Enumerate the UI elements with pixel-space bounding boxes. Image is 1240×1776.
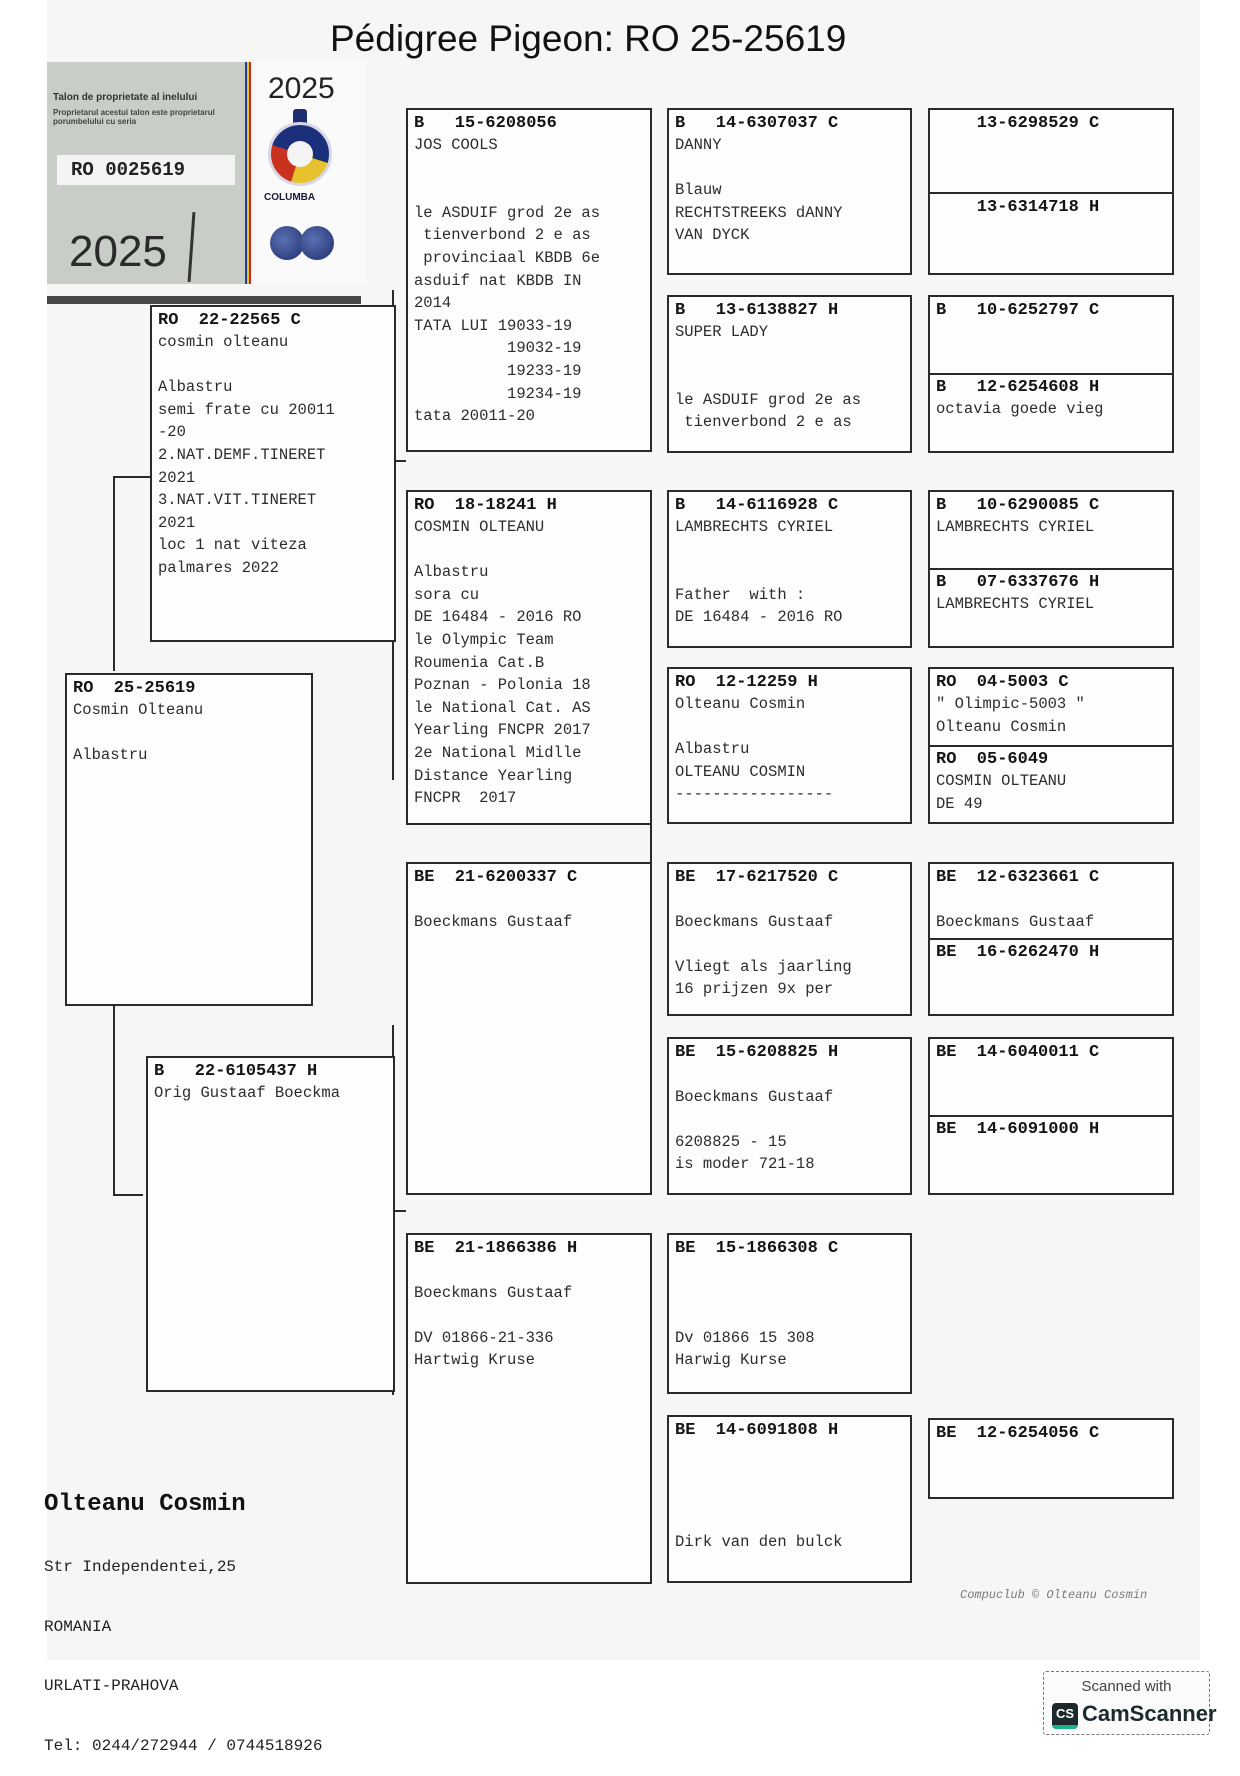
pedigree-entry[interactable] (936, 750, 1166, 815)
pigeon-notes (414, 888, 644, 933)
pedigree-entry[interactable] (936, 1424, 1166, 1444)
note-line (675, 1486, 904, 1509)
pigeon-notes (936, 888, 1166, 933)
pedigree-box-pair (928, 295, 1174, 453)
tricolor-stripe (245, 62, 251, 284)
pigeon-notes (414, 1259, 644, 1372)
box-divider (930, 745, 1172, 747)
pedigree-entry[interactable] (936, 114, 1166, 134)
note-line: DE 49 (936, 794, 983, 813)
note-line: VAN DYCK (675, 226, 750, 245)
note-line: 2e National Midlle (414, 743, 582, 762)
box-divider (930, 192, 1172, 194)
note-line: Harwig Kurse (675, 1351, 787, 1370)
note-line: LAMBRECHTS CYRIEL (936, 595, 1095, 613)
note-line: RECHTSTREEKS dANNY (675, 203, 843, 222)
pedigree-box-sire[interactable] (150, 305, 396, 642)
note-line (675, 1304, 904, 1327)
pedigree-box-great-grandparent[interactable] (667, 1037, 912, 1195)
note-line: Blauw (675, 181, 722, 200)
note-line: le ASDUIF grod 2e as (414, 203, 601, 222)
note-line: 16 prijzen 9x per (675, 980, 834, 999)
note-line (675, 539, 904, 562)
note-line (414, 157, 644, 180)
breeder-phone: Tel: 0244/272944 / 0744518926 (44, 1736, 323, 1755)
note-line: -20 (158, 423, 186, 442)
note-line: COSMIN OLTEANU (936, 772, 1067, 790)
breeder-address-line: Str Independentei,25 (44, 1558, 237, 1576)
pedigree-box-pair (928, 862, 1174, 1016)
note-line: DE 16484 - 2016 RO (414, 608, 582, 627)
ring-number: B 22-6105437 H (154, 1062, 318, 1081)
note-line: Olteanu Cosmin (675, 695, 806, 713)
pedigree-entry[interactable] (936, 673, 1166, 738)
pedigree-box-grandparent[interactable] (406, 490, 652, 825)
connector-line (113, 476, 151, 478)
ring-number: B 12-6254608 H (936, 378, 1100, 397)
note-line: Boeckmans Gustaaf (414, 1283, 573, 1302)
ring-number: B 14-6307037 C (675, 114, 839, 133)
note-line: Dv 01866 15 308 (675, 1328, 815, 1347)
pigeon-notes (675, 1441, 904, 1554)
note-line: Poznan - Polonia 18 (414, 676, 591, 695)
connector-line (113, 1000, 115, 1196)
note-line: FNCPR 2017 (414, 789, 517, 808)
note-line: DE 16484 - 2016 RO (675, 608, 843, 627)
pedigree-box-pair (928, 490, 1174, 648)
note-line: semi frate cu 20011 (158, 400, 335, 419)
pigeon-notes (936, 693, 1166, 738)
note-line: octavia goede vieg (936, 400, 1104, 418)
note-line: Father with : (675, 585, 806, 604)
pigeon-notes (936, 398, 1166, 421)
note-line (73, 722, 305, 745)
note-line: Olteanu Cosmin (936, 717, 1067, 736)
pigeon-notes (73, 699, 305, 767)
pigeon-notes (154, 1082, 387, 1105)
pedigree-entry[interactable] (936, 496, 1166, 539)
pedigree-box-great-grandparent[interactable] (667, 108, 912, 275)
box-divider (930, 373, 1172, 375)
pedigree-entry[interactable] (936, 573, 1166, 616)
pedigree-box-pair (928, 108, 1174, 275)
pigeon-notes (936, 770, 1166, 815)
note-line: loc 1 nat viteza (158, 536, 307, 555)
box-divider (930, 568, 1172, 570)
note-line: 19234-19 (414, 384, 582, 403)
note-line (675, 344, 904, 367)
note-line: 6208825 - 15 (675, 1132, 787, 1151)
note-line: Cosmin Olteanu (73, 701, 204, 719)
note-line: 2021 (158, 468, 196, 487)
note-line (675, 1509, 904, 1532)
note-line: LAMBRECHTS CYRIEL (675, 518, 834, 536)
talon-ring-number: RO 0025619 (57, 155, 235, 185)
pigeon-notes (675, 1063, 904, 1176)
ring-number: B 15-6208056 (414, 114, 557, 133)
ring-number: BE 12-6323661 C (936, 868, 1100, 887)
note-line (675, 1108, 904, 1131)
note-line (675, 888, 904, 911)
camscanner-watermark (1043, 1671, 1217, 1735)
talon-subtext: Proprietarul acestui talon este proprietarul porumbelului cu seria (53, 108, 215, 126)
note-line: 2014 (414, 294, 452, 313)
note-line: 3.NAT.VIT.TINERET (158, 491, 317, 510)
ring-number: BE 17-6217520 C (675, 868, 839, 887)
ring-number: 13-6314718 H (936, 198, 1100, 217)
ring-number: BE 15-1866308 C (675, 1239, 839, 1258)
note-line: TATA LUI 19033-19 (414, 316, 573, 335)
note-line: tata 20011-20 (414, 407, 535, 426)
note-line (675, 1464, 904, 1487)
crown-icon (293, 109, 307, 123)
note-line (675, 561, 904, 584)
logo-year: 2025 (268, 72, 335, 105)
pedigree-box-great-grandparent[interactable] (667, 862, 912, 1016)
signature-mark (188, 212, 196, 282)
note-line: " Olimpic-5003 " (936, 695, 1085, 713)
pigeon-notes (675, 134, 904, 247)
connector-line (113, 1194, 143, 1196)
note-line: COSMIN OLTEANU (414, 518, 545, 536)
pedigree-box-great-grandparent[interactable] (667, 1415, 912, 1583)
pigeon-notes (414, 134, 644, 428)
columba-emblem-icon (268, 122, 332, 186)
note-line (675, 1063, 904, 1086)
divider-bar (47, 296, 361, 304)
note-line: Boeckmans Gustaaf (675, 912, 834, 931)
note-line: 2021 (158, 513, 196, 532)
note-line: OLTEANU COSMIN (675, 762, 806, 781)
note-line: asduif nat KBDB IN (414, 271, 582, 290)
software-credit: Compuclub © Olteanu Cosmin (960, 1588, 1148, 1602)
note-line: Vliegt als jaarling (675, 957, 852, 976)
pedigree-box-great-grandparent[interactable] (667, 1233, 912, 1394)
breeder-address-line: ROMANIA (44, 1617, 112, 1636)
camscanner-brand: CamScanner (1082, 1701, 1217, 1726)
note-line: is moder 721-18 (675, 1155, 815, 1174)
pedigree-entry[interactable] (936, 301, 1166, 321)
note-line: tienverbond 2 e as (414, 226, 591, 245)
note-line (675, 1441, 904, 1464)
breeder-info (44, 1454, 322, 1776)
note-line: sora cu (414, 585, 480, 604)
pedigree-box-grandparent[interactable] (406, 108, 652, 452)
note-line (414, 888, 644, 911)
pedigree-box-great-grandparent[interactable] (667, 295, 912, 453)
note-line: Orig Gustaaf Boeckma (154, 1084, 341, 1102)
pigeon-notes (675, 693, 904, 806)
note-line: Albastru (73, 746, 148, 765)
scanned-with-label: Scanned with (1081, 1678, 1172, 1695)
pigeon-notes (936, 516, 1166, 539)
pigeon-notes (158, 331, 388, 580)
federation-logo-icon (270, 220, 336, 260)
pigeon-notes (675, 321, 904, 434)
pigeon-notes (675, 516, 904, 629)
ring-number: RO 25-25619 (73, 679, 196, 698)
note-line (675, 157, 904, 180)
note-line: 19233-19 (414, 361, 582, 380)
ring-number: BE 12-6254056 C (936, 1424, 1100, 1443)
note-line: Distance Yearling (414, 766, 573, 785)
breeder-name: Olteanu Cosmin (44, 1491, 246, 1518)
pedigree-box-dam[interactable] (146, 1056, 395, 1392)
note-line: provinciaal KBDB 6e (414, 248, 601, 267)
note-line (675, 716, 904, 739)
note-line: LAMBRECHTS CYRIEL (936, 518, 1095, 536)
note-line: Boeckmans Gustaaf (936, 912, 1095, 931)
note-line (414, 1259, 644, 1282)
note-line (158, 354, 388, 377)
note-line: Boeckmans Gustaaf (414, 912, 573, 931)
note-line: SUPER LADY (675, 323, 769, 341)
ring-number: B 14-6116928 C (675, 496, 839, 515)
note-line: Albastru (675, 740, 750, 759)
pedigree-box-pair (928, 667, 1174, 824)
pedigree-box-great-grandparent[interactable] (667, 490, 912, 648)
note-line: Roumenia Cat.B (414, 653, 545, 672)
pigeon-notes (936, 593, 1166, 616)
note-line (675, 1282, 904, 1305)
pedigree-entry[interactable] (936, 1120, 1166, 1140)
ring-number: RO 22-22565 C (158, 311, 301, 330)
pedigree-box-single[interactable] (928, 1418, 1174, 1499)
note-line (675, 366, 904, 389)
note-line (675, 933, 904, 956)
note-line: Dirk van den bulck (675, 1533, 843, 1552)
note-line: Yearling FNCPR 2017 (414, 721, 591, 740)
ownership-talon (47, 62, 249, 284)
box-divider (930, 938, 1172, 940)
note-line: tienverbond 2 e as (675, 413, 852, 432)
note-line (936, 888, 1166, 911)
talon-heading: Talon de proprietate al inelului (53, 92, 198, 103)
note-line: Albastru (158, 378, 233, 397)
ring-number: BE 14-6091000 H (936, 1120, 1100, 1139)
note-line: le ASDUIF grod 2e as (675, 390, 862, 409)
ring-number: BE 21-1866386 H (414, 1239, 578, 1258)
note-line: cosmin olteanu (158, 333, 289, 351)
note-line: Hartwig Kruse (414, 1351, 535, 1370)
talon-year: 2025 (69, 227, 167, 276)
camscanner-logo-icon: CS (1052, 1703, 1078, 1729)
note-line: 19032-19 (414, 339, 582, 358)
ring-number: RO 12-12259 H (675, 673, 818, 692)
ring-number: RO 04-5003 C (936, 673, 1069, 692)
box-divider (930, 1115, 1172, 1117)
ring-number: BE 14-6040011 C (936, 1043, 1100, 1062)
pedigree-box-grandparent[interactable] (406, 862, 652, 1195)
note-line: Albastru (414, 563, 489, 582)
note-line (414, 539, 644, 562)
ring-number: BE 21-6200337 C (414, 868, 578, 887)
pedigree-box-great-grandparent[interactable] (667, 667, 912, 824)
ring-number: BE 14-6091808 H (675, 1421, 839, 1440)
ring-number: B 10-6252797 C (936, 301, 1100, 320)
note-line: palmares 2022 (158, 558, 279, 577)
ring-number: B 13-6138827 H (675, 301, 839, 320)
pigeon-notes (414, 516, 644, 810)
pigeon-notes (675, 888, 904, 1001)
note-line: DANNY (675, 136, 722, 154)
note-line: le Olympic Team (414, 630, 554, 649)
columba-label: COLUMBA (264, 192, 316, 203)
pedigree-box-grandparent[interactable] (406, 1233, 652, 1584)
pedigree-box-subject[interactable] (65, 673, 313, 1006)
note-line (414, 179, 644, 202)
note-line: DV 01866-21-336 (414, 1328, 554, 1347)
note-line (675, 1259, 904, 1282)
pedigree-entry[interactable] (936, 868, 1166, 933)
ring-number: RO 05-6049 (936, 750, 1049, 769)
pedigree-box-pair (928, 1037, 1174, 1195)
ring-number: BE 15-6208825 H (675, 1043, 839, 1062)
ring-number: BE 16-6262470 H (936, 943, 1100, 962)
pedigree-entry[interactable] (936, 943, 1166, 963)
note-line: JOS COOLS (414, 136, 498, 154)
breeder-address-line: URLATI-PRAHOVA (44, 1677, 179, 1695)
connector-line (113, 476, 115, 671)
ring-number: RO 18-18241 H (414, 496, 557, 515)
ring-number: 13-6298529 C (936, 114, 1100, 133)
pigeon-notes (675, 1259, 904, 1372)
ring-number: B 10-6290085 C (936, 496, 1100, 515)
pedigree-entry[interactable] (936, 1043, 1166, 1063)
pedigree-entry[interactable] (936, 198, 1166, 218)
page-title: Pédigree Pigeon: RO 25-25619 (330, 18, 847, 59)
note-line (414, 1304, 644, 1327)
logo-panel (256, 62, 366, 284)
ring-number: B 07-6337676 H (936, 573, 1100, 592)
note-line: Boeckmans Gustaaf (675, 1087, 834, 1106)
pedigree-entry[interactable] (936, 378, 1166, 421)
note-line: 2.NAT.DEMF.TINERET (158, 445, 326, 464)
note-line: ----------------- (675, 785, 834, 804)
note-line: le National Cat. AS (414, 698, 591, 717)
